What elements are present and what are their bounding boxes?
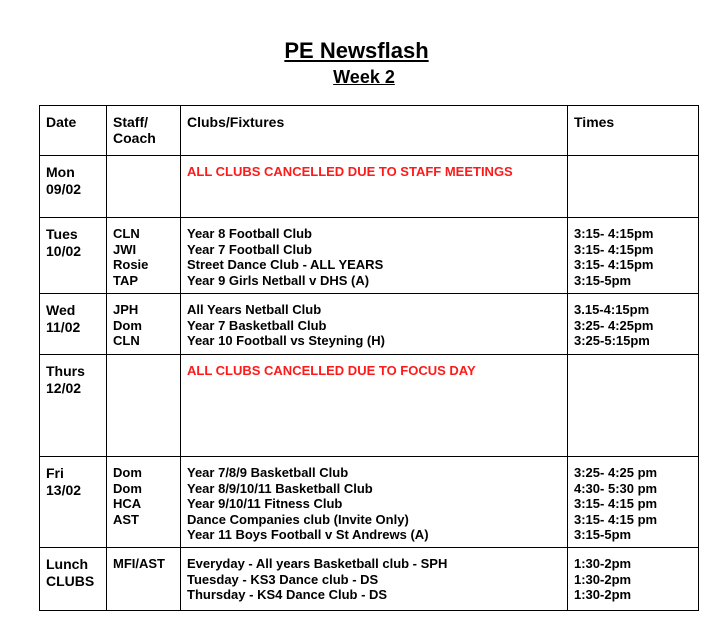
times-cell-line: 3:15- 4:15pm xyxy=(574,241,654,257)
column-header-staff xyxy=(107,106,181,156)
date-cell-line: Mon xyxy=(46,164,75,180)
staff-cell xyxy=(107,548,181,611)
date-cell xyxy=(40,156,107,218)
date-cell-line: Tues xyxy=(46,226,78,242)
table-row xyxy=(40,294,699,355)
table-row xyxy=(40,156,699,218)
staff-cell-line: CLN xyxy=(113,333,140,348)
times-cell-line: 3:25- 4:25 pm xyxy=(574,465,658,480)
staff-cell-line: HCA xyxy=(113,496,142,511)
date-cell-line: 12/02 xyxy=(46,380,82,396)
clubs-cell-line: Street Dance Club - ALL YEARS xyxy=(187,257,384,272)
column-header-clubs: Clubs/Fixtures xyxy=(181,106,568,156)
cancellation-notice xyxy=(181,156,568,218)
times-cell-line: 3:25-5:15pm xyxy=(574,333,650,348)
schedule-body xyxy=(40,156,699,611)
clubs-cell-line: Tuesday - KS3 Dance club - DS xyxy=(187,571,379,587)
clubs-cell-line: Year 7 Football Club xyxy=(187,241,312,257)
times-cell-line: 3:15- 4:15pm xyxy=(574,226,654,241)
table-row xyxy=(40,218,699,294)
staff-cell xyxy=(107,355,181,457)
times-cell-line: 3:25- 4:25pm xyxy=(574,317,654,333)
clubs-cell-line: ALL CLUBS CANCELLED DUE TO FOCUS DAY xyxy=(187,363,476,378)
clubs-cell-line: Year 10 Football vs Steyning (H) xyxy=(187,333,385,348)
times-cell xyxy=(568,355,699,457)
times-cell xyxy=(568,156,699,218)
staff-cell-line: Dom xyxy=(113,317,142,333)
staff-cell-line: CLN xyxy=(113,226,140,241)
clubs-cell xyxy=(181,294,568,355)
staff-cell-line: AST xyxy=(113,511,139,527)
table-row xyxy=(40,457,699,548)
column-header-staff-line: Coach xyxy=(113,130,156,146)
times-cell-line: 3.15-4:15pm xyxy=(574,302,650,317)
date-cell-line: Lunch xyxy=(46,556,88,572)
date-cell xyxy=(40,548,107,611)
date-cell xyxy=(40,294,107,355)
times-cell xyxy=(568,548,699,611)
column-header-times: Times xyxy=(568,106,699,156)
cancellation-notice xyxy=(181,355,568,457)
date-cell-line: Thurs xyxy=(46,363,85,379)
clubs-cell-line: Everyday - All years Basketball club - SPH xyxy=(187,556,448,571)
times-cell xyxy=(568,457,699,548)
page-subtitle: Week 2 xyxy=(333,67,395,87)
date-cell-line: 09/02 xyxy=(46,181,82,197)
staff-cell xyxy=(107,156,181,218)
date-cell-line: Fri xyxy=(46,465,64,481)
date-cell xyxy=(40,355,107,457)
clubs-cell-line: All Years Netball Club xyxy=(187,302,322,317)
times-cell-line: 3:15-5pm xyxy=(574,527,632,542)
staff-cell-line: MFI/AST xyxy=(113,556,165,571)
times-cell-line: 1:30-2pm xyxy=(574,571,632,587)
times-cell-line: 3:15- 4:15 pm xyxy=(574,496,658,511)
times-cell-line: 1:30-2pm xyxy=(574,587,632,602)
staff-cell xyxy=(107,294,181,355)
times-cell xyxy=(568,218,699,294)
staff-cell-line: Dom xyxy=(113,465,142,480)
date-cell-line: Wed xyxy=(46,302,76,318)
clubs-cell-line: Year 7/8/9 Basketball Club xyxy=(187,465,349,480)
clubs-cell-line: Year 9 Girls Netball v DHS (A) xyxy=(187,272,370,288)
times-cell-line: 1:30-2pm xyxy=(574,556,632,571)
times-cell-line: 3:15-5pm xyxy=(574,272,632,288)
date-cell xyxy=(40,218,107,294)
staff-cell-line: JWI xyxy=(113,241,137,257)
page-title: PE Newsflash xyxy=(284,38,429,63)
column-header-date: Date xyxy=(40,106,107,156)
times-cell xyxy=(568,294,699,355)
clubs-cell-line: Year 8/9/10/11 Basketball Club xyxy=(187,480,373,496)
date-cell xyxy=(40,457,107,548)
date-cell-line: 13/02 xyxy=(46,482,82,498)
table-row xyxy=(40,548,699,611)
clubs-cell-line: ALL CLUBS CANCELLED DUE TO STAFF MEETINGS xyxy=(187,164,513,179)
clubs-cell-line: Year 8 Football Club xyxy=(187,226,312,241)
date-cell-line: 11/02 xyxy=(46,319,81,335)
staff-cell xyxy=(107,457,181,548)
clubs-cell-line: Year 7 Basketball Club xyxy=(187,317,327,333)
staff-cell-line: Rosie xyxy=(113,257,149,272)
schedule-table xyxy=(39,105,699,611)
header-row xyxy=(40,106,699,156)
staff-cell-line: Dom xyxy=(113,480,142,496)
table-row xyxy=(40,355,699,457)
times-cell-line: 4:30- 5:30 pm xyxy=(574,480,658,496)
clubs-cell-line: Year 11 Boys Football v St Andrews (A) xyxy=(187,527,429,542)
times-cell-line: 3:15- 4:15 pm xyxy=(574,511,658,527)
staff-cell xyxy=(107,218,181,294)
clubs-cell xyxy=(181,548,568,611)
date-cell-line: CLUBS xyxy=(46,573,95,589)
staff-cell-line: JPH xyxy=(113,302,139,317)
clubs-cell-line: Dance Companies club (Invite Only) xyxy=(187,511,409,527)
times-cell-line: 3:15- 4:15pm xyxy=(574,257,654,272)
date-cell-line: 10/02 xyxy=(46,243,82,259)
staff-cell-line: TAP xyxy=(113,272,139,288)
column-header-staff-line: Staff/ xyxy=(113,114,148,130)
clubs-cell-line: Year 9/10/11 Fitness Club xyxy=(187,496,343,511)
clubs-cell xyxy=(181,218,568,294)
clubs-cell xyxy=(181,457,568,548)
clubs-cell-line: Thursday - KS4 Dance Club - DS xyxy=(187,587,388,602)
